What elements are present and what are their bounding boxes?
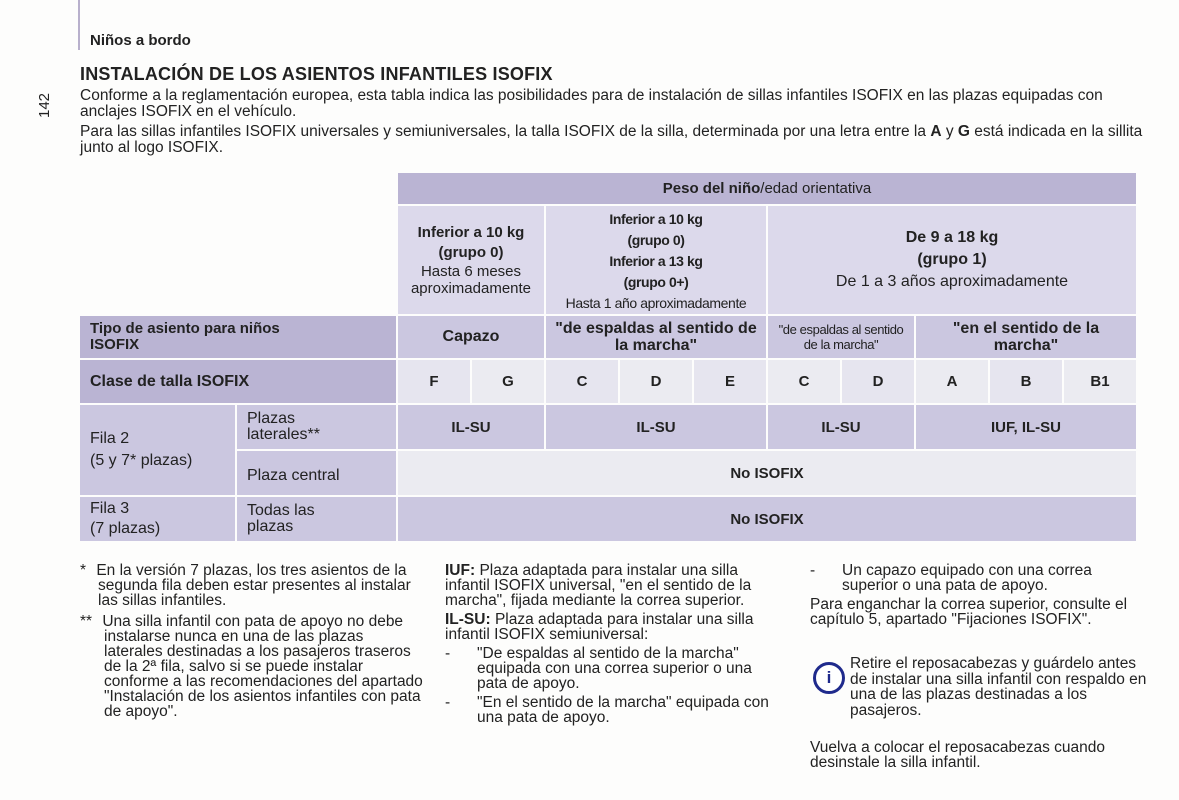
row-2-lateral-group-1-fwd: IUF, IL-SU — [916, 405, 1136, 449]
footnote-star — [80, 563, 425, 608]
group-0-age-approx: aproximadamente — [410, 280, 532, 297]
group-0-weight: Inferior a 10 kg — [417, 224, 525, 241]
iuf-term: IUF: — [445, 562, 476, 579]
definitions-column — [445, 563, 785, 729]
intro-paragraph-1: Conforme a la reglamentación europea, esta tabla indica las posibilidades para de instalación de sillas infantiles ISOFIX en las plazas equipadas con anclajes ISOFIX en el vehículo. — [80, 87, 1103, 120]
size-letter-g: G — [957, 123, 970, 140]
footnote-text: Una silla infantil con pata de apoyo no debe instalarse nunca en una de las plazas laterales destinadas a los pasajeros traseros de la 2ª fila, salvo si se puede instalar conforme a las recomendaciones del apartado "Instalación de los asientos infantiles con pata de apoyo". — [102, 613, 423, 720]
info-note: Retire el reposacabezas y guárdelo antes de instalar una silla infantil con respaldo en una de las plazas destinadas a los pasajeros. — [850, 655, 1147, 719]
footnotes-column — [80, 563, 425, 723]
row-3-value: No ISOFIX — [398, 497, 1136, 541]
info-icon: i — [813, 662, 845, 694]
intro-paragraph-2 — [80, 124, 1155, 156]
refit-note: Vuelva a colocar el reposacabezas cuando desinstale la silla infantil. — [810, 739, 1105, 771]
group-1-label: (grupo 1) — [917, 251, 987, 268]
row-3-subtitle: (7 plazas) — [90, 520, 161, 537]
weight-header-bold: Peso del niño — [662, 180, 761, 197]
group-0-header — [398, 206, 544, 314]
dash-bullet: - — [810, 562, 816, 579]
row-2-title: Fila 2 — [90, 430, 130, 447]
row-3-all-label: Todas las plazas — [237, 497, 396, 541]
dash-bullet: - — [445, 694, 451, 711]
group-0plus-header — [546, 206, 766, 314]
row-2-lateral-label: Plazas laterales** — [237, 405, 396, 449]
margin-rule — [78, 0, 80, 50]
row-2-lateral-group-1-rear: IL-SU — [768, 405, 914, 449]
group-1-age: De 1 a 3 años aproximadamente — [835, 273, 1069, 290]
size-class-label: Clase de talla ISOFIX — [80, 360, 396, 403]
ilsu-item — [445, 646, 785, 691]
page-number — [36, 93, 53, 118]
group-0plus-weight-1: Inferior a 10 kg — [609, 210, 703, 227]
section-heading: Niños a bordo — [90, 32, 191, 49]
seat-type-label: Tipo de asiento para niños ISOFIX — [80, 316, 396, 358]
ilsu-text: Plaza adaptada para instalar una silla infantil ISOFIX semiuniversal: — [445, 611, 754, 643]
size-class-d: D — [620, 360, 692, 403]
footnote-text: En la versión 7 plazas, los tres asientos de la segunda fila deben estar presentes al instalar las sillas infantiles. — [96, 562, 411, 609]
seat-type-rear-facing: "de espaldas al sentido de la marcha" — [546, 316, 766, 358]
size-class-b1: B1 — [1064, 360, 1136, 403]
ilsu-item-text: Un capazo equipado con una correa superior o una pata de apoyo. — [842, 562, 1092, 594]
size-letter-a: A — [930, 123, 942, 140]
row-3-title: Fila 3 — [90, 500, 130, 517]
group-0plus-age: Hasta 1 año aproximadamente — [565, 294, 747, 311]
seat-type-rear-facing-g1: "de espaldas al sentido de la marcha" — [768, 316, 914, 358]
ilsu-item — [810, 563, 1130, 593]
isofix-table — [78, 171, 1138, 543]
size-class-d: D — [842, 360, 914, 403]
ilsu-definition — [445, 612, 785, 642]
size-class-a: A — [916, 360, 988, 403]
row-2-subtitle: (5 y 7* plazas) — [90, 452, 193, 469]
page-title: INSTALACIÓN DE LOS ASIENTOS INFANTILES ISOFIX — [80, 64, 553, 84]
group-1-weight: De 9 a 18 kg — [905, 229, 999, 246]
weight-header-rest: /edad orientativa — [760, 180, 872, 197]
size-class-c: C — [768, 360, 840, 403]
dash-bullet: - — [445, 645, 451, 662]
group-0plus-label-2: (grupo 0+) — [623, 273, 689, 290]
row-2-lateral-group-0plus: IL-SU — [546, 405, 766, 449]
page-number-text: 142 — [36, 92, 53, 118]
group-1-header — [768, 206, 1136, 314]
group-0plus-label-1: (grupo 0) — [627, 231, 685, 248]
ilsu-item-text: "En el sentido de la marcha" equipada con una pata de apoyo. — [477, 694, 769, 726]
notes-column — [810, 563, 1130, 631]
row-2-central-value: No ISOFIX — [398, 451, 1136, 495]
iuf-definition — [445, 563, 785, 608]
ilsu-item-text: "De espaldas al sentido de la marcha" equipada con una correa superior o una pata de apoyo. — [477, 645, 752, 692]
row-2-central-label: Plaza central — [237, 451, 396, 495]
footnote-mark: * — [80, 562, 87, 579]
size-class-c: C — [546, 360, 618, 403]
ilsu-item — [445, 695, 785, 725]
ilsu-term: IL-SU: — [445, 611, 491, 628]
size-class-f: F — [398, 360, 470, 403]
strap-note: Para enganchar la correa superior, consulte el capítulo 5, apartado "Fijaciones ISOFIX". — [810, 596, 1128, 628]
row-3-label — [80, 497, 235, 541]
intro-text-run: está indicada en la sillita junto al logo ISOFIX. — [80, 123, 1143, 156]
seat-type-forward-facing: "en el sentido de la marcha" — [916, 316, 1136, 358]
group-0plus-weight-2: Inferior a 13 kg — [609, 252, 703, 269]
size-class-e: E — [694, 360, 766, 403]
footnote-double-star — [80, 614, 425, 719]
intro-text — [80, 88, 1155, 160]
footnote-mark: ** — [80, 613, 93, 630]
group-0-age: Hasta 6 meses — [420, 263, 522, 280]
iuf-text: Plaza adaptada para instalar una silla infantil ISOFIX universal, "en el sentido de la marcha", fijada mediante la correa superior. — [445, 562, 752, 609]
size-class-g: G — [472, 360, 544, 403]
size-class-b: B — [990, 360, 1062, 403]
intro-text-run: Para las sillas infantiles ISOFIX universales y semiuniversales, la talla ISOFIX de la silla, determinada por una letra entre la — [80, 123, 931, 140]
weight-header — [398, 173, 1136, 204]
group-0-label: (grupo 0) — [438, 244, 504, 261]
row-2-lateral-group-0: IL-SU — [398, 405, 544, 449]
seat-type-capazo: Capazo — [398, 316, 544, 358]
intro-text-run: y — [941, 123, 958, 140]
row-2-label — [80, 405, 235, 495]
